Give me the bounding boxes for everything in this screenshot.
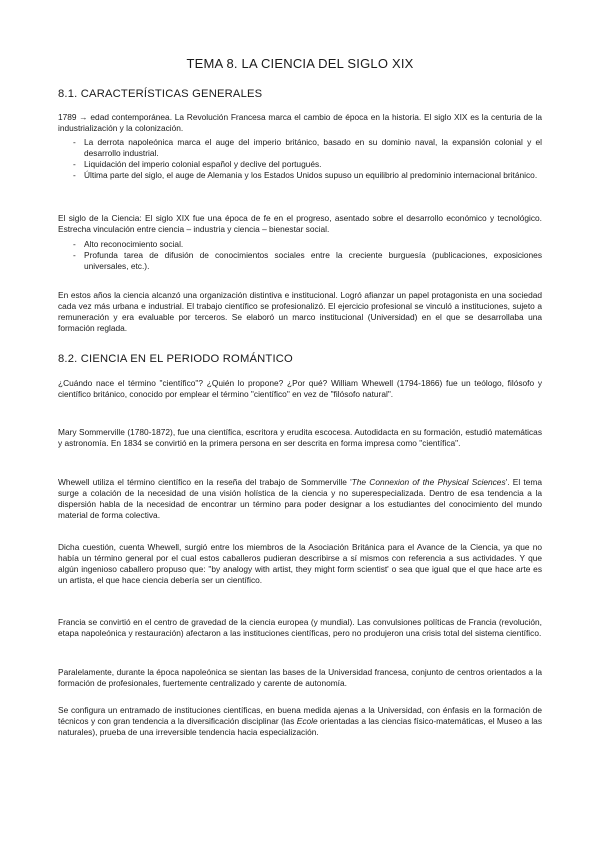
paragraph-asociacion: Dicha cuestión, cuenta Whewell, surgió entre los miembros de la Asociación Británica para el Avance de la Ciencia, ya que no había un término general por el cual estos caballeros pudieran describirse a sí mismos con referencia a sus actividades. Y que algún ingenioso caballero propuso que: "by analogy with artist, they might form scientist' o sea que igual que el que hace arte es un artista, el que hace ciencia debería ser un científico. [58, 542, 542, 585]
section-heading-8-1: 8.1. CARACTERÍSTICAS GENERALES [58, 88, 263, 100]
document-title: TEMA 8. LA CIENCIA DEL SIGLO XIX [186, 56, 414, 71]
bullet-list-historia [58, 137, 542, 181]
text-span: Se configura un entramado de instituciones científicas, en buena medida ajenas a la Universidad, con énfasis en la formación de técnicos y con gran tendencia a la diversificación disciplinar (las [58, 705, 542, 726]
paragraph-intro: 1789 → edad contemporánea. La Revolución Francesa marca el cambio de época en la historia. El siglo XIX es la centuria de la industrialización y la colonización. [58, 112, 542, 133]
section-heading-8-2: 8.2. CIENCIA EN EL PERIODO ROMÁNTICO [58, 353, 293, 365]
paragraph-francia: Francia se convirtió en el centro de gravedad de la ciencia europea (y mundial). Las convulsiones políticas de Francia (revolución, etapa napoleónica y restauración) afectaron a las instituciones científicas, pero no produjeron una crisis total del sistema científico. [58, 617, 542, 638]
list-item: - Profunda tarea de difusión de conocimientos sociales entre la creciente burguesía (publicaciones, exposiciones universales, etc.). [58, 250, 542, 272]
paragraph-universidad: Paralelamente, durante la época napoleónica se sientan las bases de la Universidad francesa, conjunto de centros orientados a la formación de profesionales, fuertemente centralizado y carente de autonomía. [58, 667, 542, 688]
text-span: Whewell utiliza el término científico en la reseña del trabajo de Sommerville ' [58, 477, 352, 487]
bullet-list-ciencia [58, 239, 542, 272]
text-span: '. El tema surge a colación de la necesidad de una visión holística de la ciencia y no superespecializada. Dentro de esa tendencia a la dispersión habla de la necesidad de encontrar un término para poder designar a los estudiantes del conocimiento del mundo material de forma colectiva. [58, 477, 542, 520]
list-item: - Última parte del siglo, el auge de Alemania y los Estados Unidos supuso un equilibrio al predominio internacional británico. [58, 170, 542, 181]
paragraph-whewell: ¿Cuándo nace el término "científico"? ¿Quién lo propone? ¿Por qué? William Whewell (1794-1866) fue un teólogo, filósofo y científico británico, conocido por emplear el término "científico" en vez de "filósofo natural". [58, 378, 542, 399]
list-item: - La derrota napoleónica marca el auge del imperio británico, basado en su dominio naval, la expansión colonial y el desarrollo industrial. [58, 137, 542, 159]
paragraph-resena [58, 477, 542, 521]
text-span: orientadas a las ciencias físico-matemáticas, el Museo a las naturales), prueba de una irreversible tendencia hacia especialización. [58, 715, 542, 737]
paragraph-siglo-ciencia: El siglo de la Ciencia: El siglo XIX fue una época de fe en el progreso, asentado sobre el desarrollo económico y tecnológico. Estrecha vinculación entre ciencia – industria y ciencia – bienestar social. [58, 213, 542, 234]
list-item: - Alto reconocimiento social. [58, 239, 542, 250]
paragraph-instituciones [58, 705, 542, 738]
ecole-term: Ecole [296, 715, 318, 726]
paragraph-sommerville: Mary Sommerville (1780-1872), fue una científica, escritora y erudita escocesa. Autodidacta en su formación, estudió matemáticas y astronomía. En 1834 se convirtió en la primera persona en ser descrita en forma impresa como "científica". [58, 427, 542, 448]
book-title: The Connexion of the Physical Sciences [351, 477, 506, 487]
paragraph-organizacion: En estos años la ciencia alcanzó una organización distintiva e institucional. Logró afianzar un papel protagonista en una sociedad cada vez más urbana e industrial. El trabajo científico se profesionalizó. El ejercicio profesional se vinculó a instituciones, sujeto a remuneración y era evaluable por terceros. Se elaboró un marco institucional (Universidad) en el que se desarrollaba una formación reglada. [58, 290, 542, 333]
list-item: - Liquidación del imperio colonial español y declive del portugués. [58, 159, 542, 170]
